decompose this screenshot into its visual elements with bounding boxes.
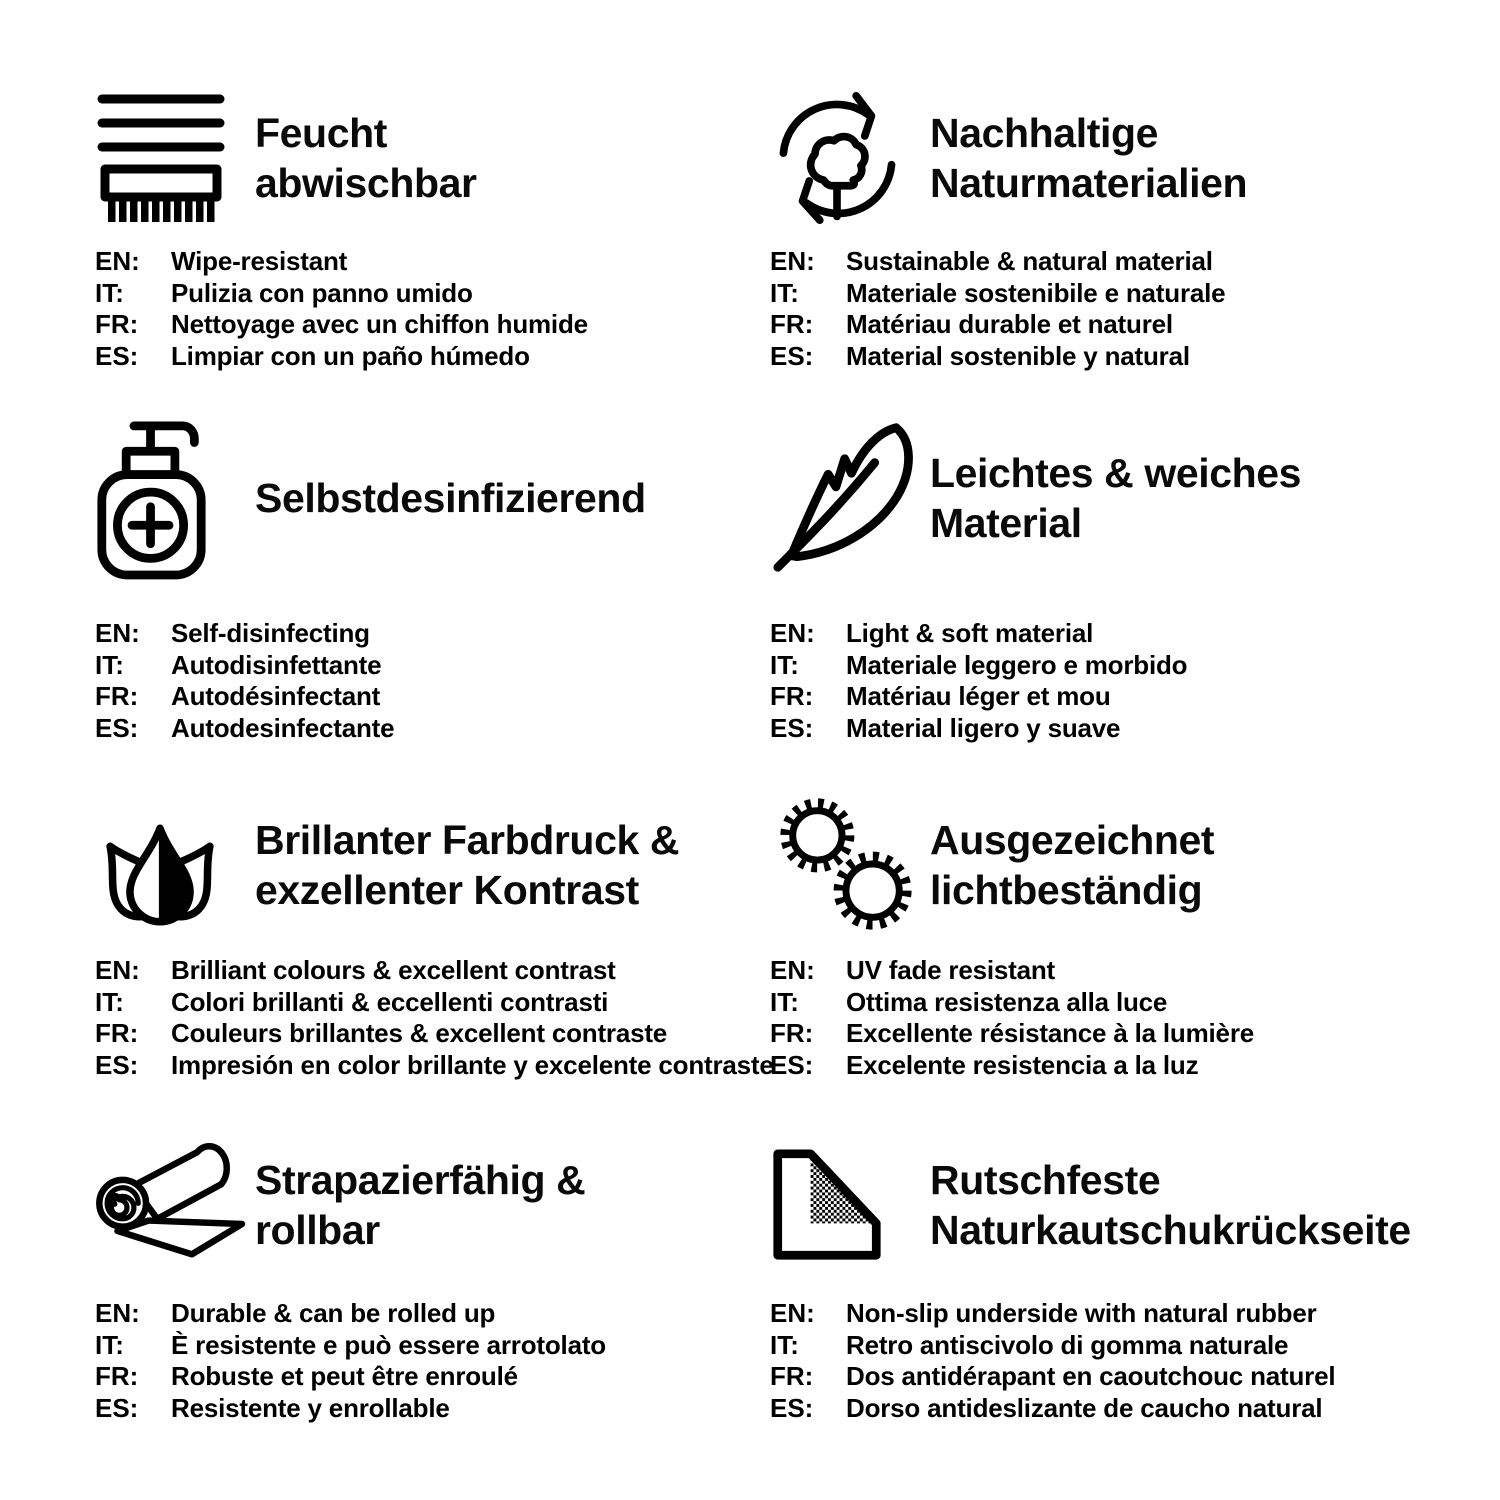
- language-label: ES:: [95, 1049, 139, 1080]
- language-label: EN:: [95, 618, 140, 648]
- translation-row: [95, 650, 770, 682]
- translation-row: [770, 278, 1500, 310]
- translation-text: Colori brillanti & eccellenti contrasti: [171, 986, 609, 1017]
- translations: [95, 618, 770, 744]
- feather-icon: [770, 419, 930, 576]
- translation-text: Matériau léger et mou: [846, 681, 1111, 711]
- translation-text: Excelente resistencia a la luz: [846, 1049, 1199, 1080]
- section-header: [770, 85, 1500, 230]
- translation-text: Wipe-resistant: [171, 246, 348, 276]
- section-header: [770, 405, 1500, 590]
- language-label: EN:: [770, 246, 815, 276]
- translation-text: Dorso antideslizante de caucho natural: [846, 1392, 1323, 1423]
- translation-text: Retro antiscivolo di gomma naturale: [846, 1329, 1289, 1360]
- translation-row: [770, 246, 1500, 278]
- language-label: FR:: [770, 681, 814, 711]
- translations: [95, 1298, 770, 1424]
- translation-text: Material sostenible y natural: [846, 340, 1190, 371]
- section-header: [95, 405, 770, 590]
- language-label: IT:: [95, 1329, 124, 1360]
- language-label: EN:: [770, 618, 815, 648]
- translation-row: [95, 278, 770, 310]
- section-title: Ausgezeichnet lichtbeständig: [930, 817, 1215, 913]
- translation-row: [770, 681, 1500, 713]
- language-label: IT:: [770, 649, 799, 680]
- translation-row: [95, 1393, 770, 1425]
- translation-text: Limpiar con un paño húmedo: [171, 340, 530, 371]
- section-self-disinfecting: [95, 405, 770, 785]
- section-title: Selbstdesinfizierend: [255, 474, 646, 521]
- ink-drops-icon: [95, 798, 255, 932]
- section-title: Strapazierfähig & rollbar: [255, 1157, 586, 1253]
- translation-text: Dos antidérapant en caoutchouc naturel: [846, 1361, 1336, 1391]
- translation-text: Resistente y enrollable: [171, 1392, 450, 1423]
- language-label: IT:: [770, 1329, 799, 1360]
- translation-text: Non-slip underside with natural rubber: [846, 1298, 1317, 1328]
- soap-dispenser-icon: [95, 413, 255, 583]
- section-wipe-resistant: [95, 85, 770, 405]
- section-durable-rollable: [95, 1120, 770, 1424]
- language-label: FR:: [95, 309, 139, 339]
- translation-text: Impresión en color brillante y excelente contraste: [171, 1049, 774, 1080]
- language-label: EN:: [95, 955, 140, 985]
- translation-text: Sustainable & natural material: [846, 246, 1213, 276]
- translation-text: Materiale sostenibile e naturale: [846, 277, 1226, 308]
- language-label: IT:: [95, 277, 124, 308]
- language-label: ES:: [770, 1392, 814, 1423]
- translation-row: [770, 1361, 1500, 1393]
- section-title: Leichtes & weiches Material: [930, 449, 1302, 546]
- language-label: FR:: [95, 1018, 139, 1048]
- translation-row: [95, 1361, 770, 1393]
- wipe-clean-brush-icon: [95, 92, 255, 224]
- translation-row: [770, 1298, 1500, 1330]
- translation-row: [770, 1393, 1500, 1425]
- language-label: EN:: [95, 246, 140, 276]
- section-header: [95, 85, 770, 230]
- translation-row: [95, 246, 770, 278]
- translation-row: [95, 341, 770, 373]
- language-label: EN:: [770, 955, 815, 985]
- translation-row: [770, 650, 1500, 682]
- language-label: FR:: [770, 1018, 814, 1048]
- translations: [770, 1298, 1500, 1424]
- translation-text: È resistente e può essere arrotolato: [171, 1329, 606, 1360]
- language-label: FR:: [770, 1361, 814, 1391]
- language-label: FR:: [770, 309, 814, 339]
- rolled-mat-icon: [95, 1133, 255, 1277]
- translation-text: Nettoyage avec un chiffon humide: [171, 309, 588, 339]
- section-header: [95, 1120, 770, 1290]
- translation-row: [770, 309, 1500, 341]
- translation-text: Autodisinfettante: [171, 649, 382, 680]
- translation-row: [770, 955, 1500, 987]
- translation-text: Excellente résistance à la lumière: [846, 1018, 1254, 1048]
- translation-row: [95, 1298, 770, 1330]
- sustainable-tree-recycle-icon: [770, 89, 930, 227]
- section-non-slip-backing: [770, 1120, 1500, 1424]
- translation-text: Materiale leggero e morbido: [846, 649, 1188, 680]
- section-header: [770, 785, 1500, 945]
- language-label: IT:: [95, 986, 124, 1017]
- section-header: [770, 1120, 1500, 1290]
- language-label: ES:: [770, 1049, 814, 1080]
- section-brilliant-colours: [95, 785, 774, 1120]
- translation-row: [770, 713, 1500, 745]
- translation-row: [770, 618, 1500, 650]
- translation-text: Light & soft material: [846, 618, 1094, 648]
- translation-row: [95, 987, 770, 1019]
- section-title: Rutschfeste Naturkautschukrückseite: [930, 1157, 1411, 1253]
- translation-row: [770, 1050, 1500, 1082]
- language-label: ES:: [95, 712, 139, 743]
- language-label: IT:: [770, 986, 799, 1017]
- section-light-soft-material: [770, 405, 1500, 785]
- language-label: ES:: [770, 340, 814, 371]
- translation-row: [770, 1018, 1500, 1050]
- language-label: EN:: [95, 1298, 140, 1328]
- language-label: ES:: [770, 712, 814, 743]
- translation-text: Pulizia con panno umido: [171, 277, 473, 308]
- translation-row: [770, 987, 1500, 1019]
- language-label: IT:: [95, 649, 124, 680]
- translation-text: Brilliant colours & excellent contrast: [171, 955, 616, 985]
- translation-text: Robuste et peut être enroulé: [171, 1361, 518, 1391]
- section-sustainable-material: [770, 85, 1500, 405]
- translation-row: [770, 341, 1500, 373]
- translation-row: [95, 309, 770, 341]
- translations: [770, 246, 1500, 372]
- language-label: ES:: [95, 1392, 139, 1423]
- non-slip-backing-icon: [770, 1146, 930, 1264]
- translation-text: Autodesinfectante: [171, 712, 395, 743]
- section-title: Brillanter Farbdruck & exzellenter Kontrast: [255, 817, 680, 913]
- translation-text: Durable & can be rolled up: [171, 1298, 496, 1328]
- translations: [770, 618, 1500, 744]
- language-label: FR:: [95, 681, 139, 711]
- translation-row: [95, 955, 770, 987]
- section-title: Nachhaltige Naturmaterialien: [930, 109, 1248, 206]
- translation-row: [95, 1330, 770, 1362]
- section-uv-resistant: [770, 785, 1500, 1120]
- translation-text: Autodésinfectant: [171, 681, 381, 711]
- language-label: IT:: [770, 277, 799, 308]
- translation-row: [95, 713, 770, 745]
- translation-row: [95, 618, 770, 650]
- translation-row: [95, 1018, 770, 1050]
- translation-text: Material ligero y suave: [846, 712, 1121, 743]
- section-title: Feucht abwischbar: [255, 109, 477, 206]
- translation-text: UV fade resistant: [846, 955, 1056, 985]
- translations: [95, 246, 770, 372]
- translation-text: Matériau durable et naturel: [846, 309, 1173, 339]
- translation-text: Couleurs brillantes & excellent contraste: [171, 1018, 668, 1048]
- translation-row: [95, 1049, 774, 1082]
- translation-row: [95, 681, 770, 713]
- section-header: [95, 785, 770, 945]
- translation-row: [770, 1330, 1500, 1362]
- language-label: FR:: [95, 1361, 139, 1391]
- translations: [770, 955, 1500, 1081]
- translation-text: Ottima resistenza alla luce: [846, 986, 1168, 1017]
- translation-text: Self-disinfecting: [171, 618, 370, 648]
- sun-gears-icon: [770, 791, 930, 939]
- language-label: EN:: [770, 1298, 815, 1328]
- translations: [95, 955, 774, 1081]
- language-label: ES:: [95, 340, 139, 371]
